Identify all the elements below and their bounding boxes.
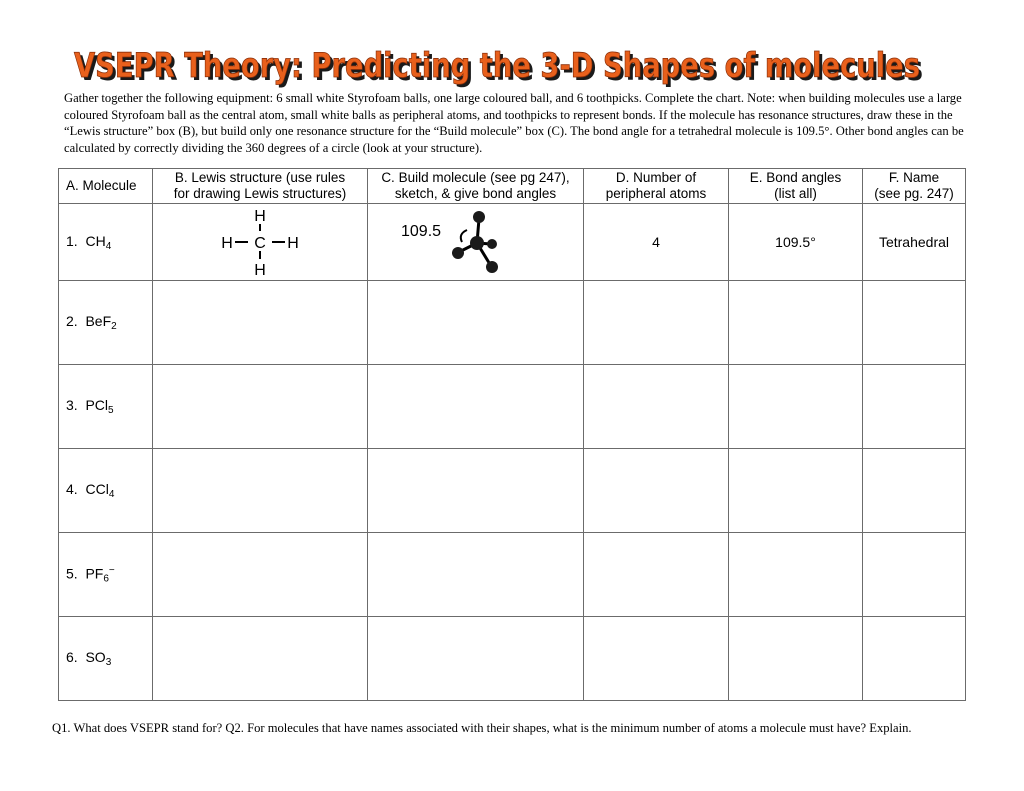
- build-molecule-cell[interactable]: [368, 281, 584, 365]
- peripheral-atoms-cell[interactable]: [584, 533, 729, 617]
- lewis-atom-left: H: [221, 235, 233, 252]
- lewis-structure-cell[interactable]: [153, 449, 368, 533]
- vsepr-chart: [58, 168, 966, 701]
- peripheral-atoms-cell: 4: [584, 204, 729, 281]
- header-bond-angles: E. Bond angles (list all): [729, 169, 863, 204]
- peripheral-atom-ball: [473, 211, 485, 223]
- lewis-structure-cell: [153, 204, 368, 281]
- build-molecule-cell[interactable]: [368, 617, 584, 701]
- table-row: [59, 533, 966, 617]
- molecule-cell: 1. $CH_4$: [59, 204, 153, 281]
- build-molecule-cell[interactable]: [368, 449, 584, 533]
- bond-angles-cell[interactable]: [729, 365, 863, 449]
- table-row: [59, 365, 966, 449]
- angle-arc-icon: [460, 230, 466, 242]
- shape-name-cell[interactable]: [863, 365, 966, 449]
- lewis-structure-cell[interactable]: [153, 281, 368, 365]
- central-atom-ball: [470, 236, 484, 250]
- bond-angles-cell[interactable]: [729, 281, 863, 365]
- molecule-cell: 4. CCl$_4$: [59, 449, 153, 533]
- peripheral-atom-ball: [487, 239, 497, 249]
- molecule-cell: 3. PCl$_5$: [59, 365, 153, 449]
- bond-angles-cell[interactable]: [729, 449, 863, 533]
- lewis-atom-top: H: [254, 208, 266, 225]
- header-name: F. Name (see pg. 247): [863, 169, 966, 204]
- instructions-paragraph: Gather together the following equipment: 6 small white Styrofoam balls, one large coloured ball, and 6 toothpicks. Complete the chart. Note: when building molecules use a large coloured Styrofoam ball as the central atom, small white balls as peripheral atoms, and toothpicks to represent bonds. If the molecule has resonance structures, draw these in the “Lewis structure” box (B), but build only one resonance structure for the “Build molecule” box (C). The bond angle for a tetrahedral molecule is 109.5°. Other bond angles can be calculated by correctly dividing the 360 degrees of a circle (look at your structure).: [64, 91, 964, 155]
- shape-name-cell: Tetrahedral: [863, 204, 966, 281]
- table-row: [59, 449, 966, 533]
- lewis-structure-cell[interactable]: [153, 365, 368, 449]
- lewis-structure-ch4: [215, 207, 305, 277]
- header-build: C. Build molecule (see pg 247), sketch, & give bond angles: [368, 169, 584, 204]
- shape-name-cell[interactable]: [863, 617, 966, 701]
- page-title: [72, 30, 952, 90]
- shape-name-cell[interactable]: [863, 281, 966, 365]
- build-molecule-cell: [368, 204, 584, 281]
- peripheral-atom-ball: [486, 261, 498, 273]
- lewis-atom-center: C: [254, 235, 266, 252]
- table-row: [59, 204, 966, 281]
- peripheral-atoms-cell[interactable]: [584, 281, 729, 365]
- lewis-structure-cell[interactable]: [153, 617, 368, 701]
- title-text: VSEPR Theory: Predicting the 3-D Shapes of molecules: [74, 46, 920, 86]
- build-molecule-cell[interactable]: [368, 365, 584, 449]
- tetrahedral-model-sketch: [401, 206, 551, 278]
- molecule-cell: 2. BeF$_2$: [59, 281, 153, 365]
- header-lewis: B. Lewis structure (use rules for drawing Lewis structures): [153, 169, 368, 204]
- bond-angle-label: 109.5: [400, 223, 441, 240]
- table-row: [59, 281, 966, 365]
- build-molecule-cell[interactable]: [368, 533, 584, 617]
- molecule-cell: 6. $SO_3$: [59, 617, 153, 701]
- molecule-cell: 5. $PF_6^-$: [59, 533, 153, 617]
- bond-angles-cell[interactable]: [729, 533, 863, 617]
- peripheral-atoms-cell[interactable]: [584, 617, 729, 701]
- lewis-structure-cell[interactable]: [153, 533, 368, 617]
- bond-angles-cell: 109.5°: [729, 204, 863, 281]
- title-shadow: VSEPR Theory: Predicting the 3-D Shapes of molecules: [77, 49, 923, 89]
- header-molecule: A. Molecule: [59, 169, 153, 204]
- shape-name-cell[interactable]: [863, 449, 966, 533]
- title-wordart: [72, 30, 952, 90]
- header-peripheral: D. Number of peripheral atoms: [584, 169, 729, 204]
- shape-name-cell[interactable]: [863, 533, 966, 617]
- lewis-atom-bottom: H: [254, 262, 266, 277]
- lewis-atom-right: H: [287, 235, 299, 252]
- peripheral-atoms-cell[interactable]: [584, 365, 729, 449]
- peripheral-atom-ball: [452, 247, 464, 259]
- questions-footer: Q1. What does VSEPR stand for? Q2. For molecules that have names associated with their shapes, what is the minimum number of atoms a molecule must have? Explain.: [52, 721, 912, 735]
- header-row: [59, 169, 966, 204]
- table-row: [59, 617, 966, 701]
- peripheral-atoms-cell[interactable]: [584, 449, 729, 533]
- bond-angles-cell[interactable]: [729, 617, 863, 701]
